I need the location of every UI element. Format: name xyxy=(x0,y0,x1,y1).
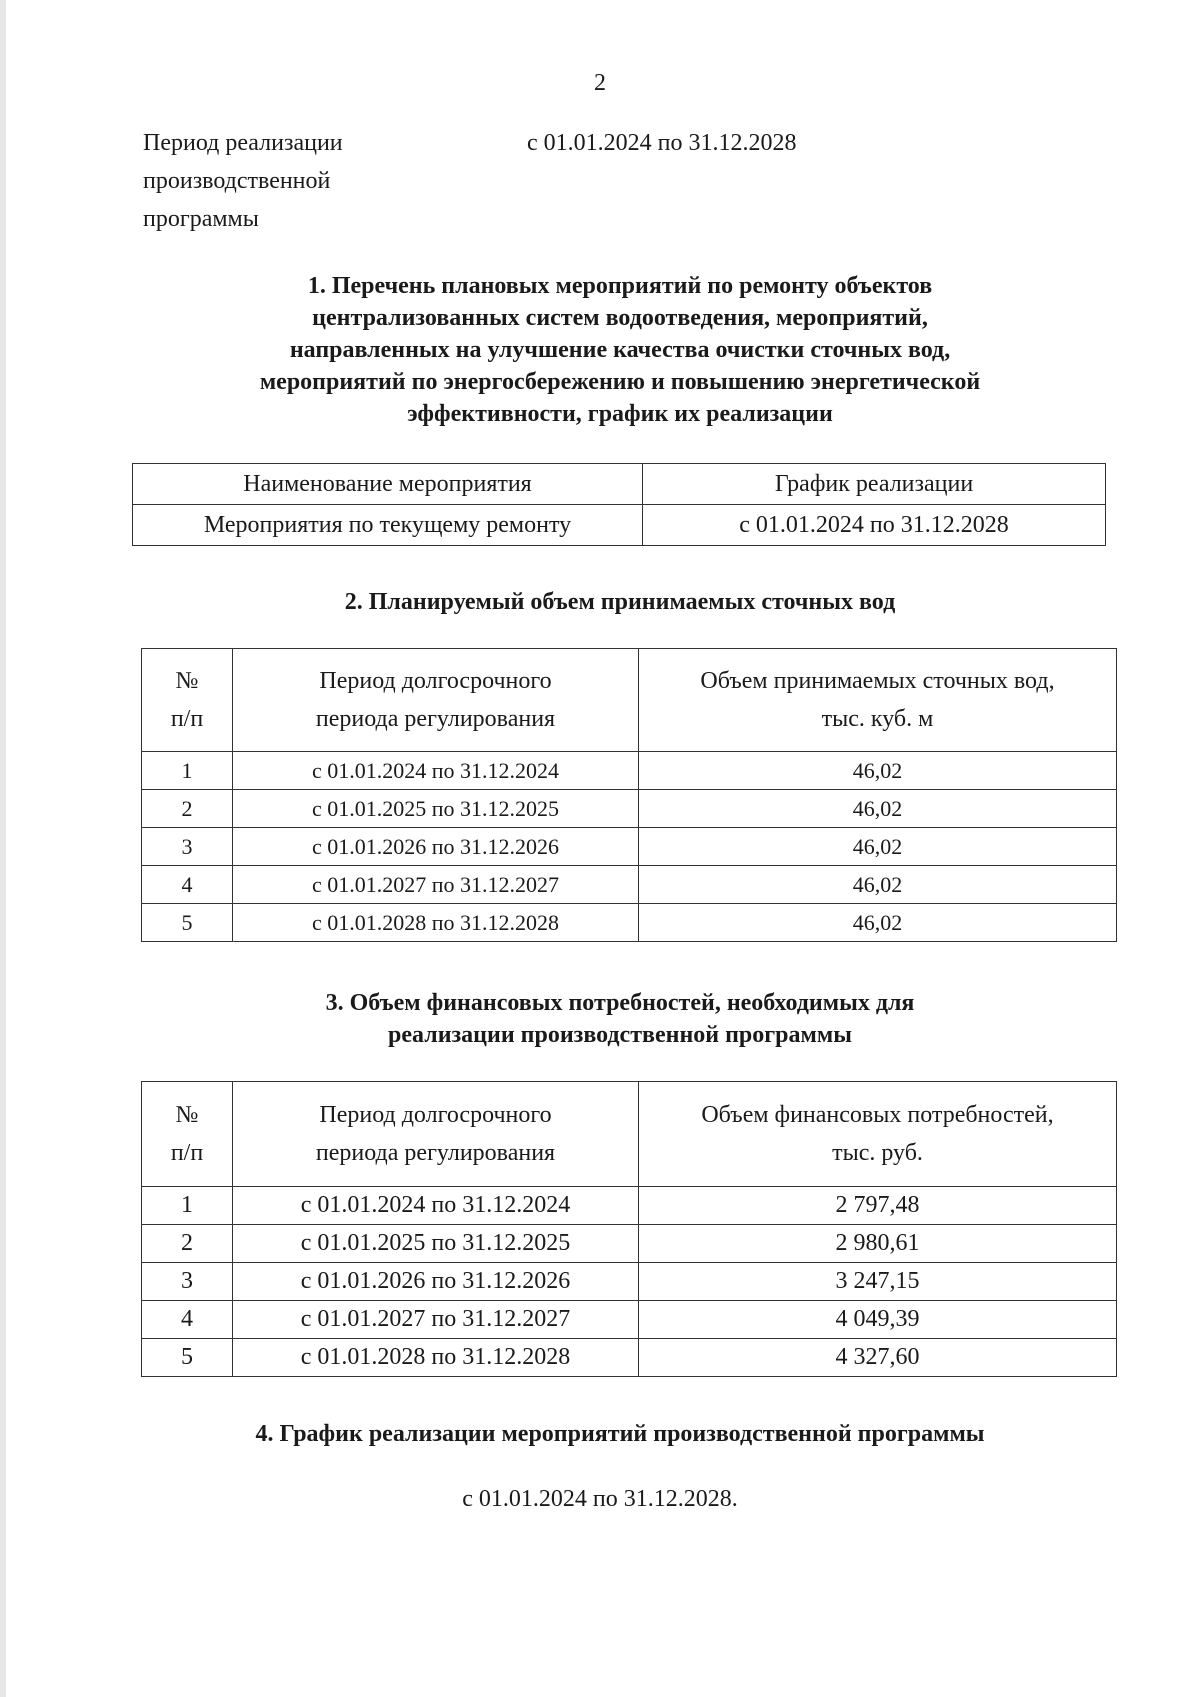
row-period: с 01.01.2027 по 31.12.2027 xyxy=(233,1301,639,1339)
section4-title: 4. График реализации мероприятий производственной программы xyxy=(255,1421,985,1447)
header-number xyxy=(142,1082,233,1187)
header-period xyxy=(233,649,639,752)
row-number: 3 xyxy=(142,828,233,866)
row-number: 3 xyxy=(142,1263,233,1301)
header-volume xyxy=(639,649,1117,752)
row-number: 5 xyxy=(142,1339,233,1377)
row-number: 1 xyxy=(142,752,233,790)
row-period: с 01.01.2027 по 31.12.2027 xyxy=(233,866,639,904)
row-period: с 01.01.2024 по 31.12.2024 xyxy=(233,752,639,790)
row-financial-value: 4 049,39 xyxy=(639,1301,1117,1339)
table-header-row xyxy=(133,464,1106,505)
header-number-line: № xyxy=(175,1102,199,1128)
financial-needs-table xyxy=(141,1081,1117,1377)
header-volume-line: тыс. куб. м xyxy=(821,706,934,732)
header-period-line: Период долгосрочного xyxy=(319,668,552,694)
table-row xyxy=(142,752,1117,790)
section1-title-line: централизованных систем водоотведения, мероприятий, xyxy=(312,305,928,331)
header-number-line: № xyxy=(175,668,199,694)
header-volume-line: Объем принимаемых сточных вод, xyxy=(700,668,1055,694)
header-number-line: п/п xyxy=(170,706,204,732)
table-row xyxy=(142,790,1117,828)
period-label-line: Период реализации xyxy=(143,130,343,156)
page-edge xyxy=(0,0,6,1697)
period-label-line: производственной xyxy=(143,168,331,194)
row-period: с 01.01.2025 по 31.12.2025 xyxy=(233,790,639,828)
section4-text: с 01.01.2024 по 31.12.2028. xyxy=(462,1486,738,1512)
header-period xyxy=(233,1082,639,1187)
row-number: 2 xyxy=(142,1225,233,1263)
table-row xyxy=(142,1301,1117,1339)
header-financial-volume xyxy=(639,1082,1117,1187)
page-number: 2 xyxy=(594,70,606,96)
table-row xyxy=(142,1187,1117,1225)
activity-name-cell: Мероприятия по текущему ремонту xyxy=(133,505,643,546)
section3-title xyxy=(140,987,1100,1051)
header-financial-line: Объем финансовых потребностей, xyxy=(701,1102,1054,1128)
section1-title-line: эффективности, график их реализации xyxy=(407,401,833,427)
row-volume: 46,02 xyxy=(639,904,1117,942)
row-period: с 01.01.2028 по 31.12.2028 xyxy=(233,1339,639,1377)
row-volume: 46,02 xyxy=(639,828,1117,866)
row-volume: 46,02 xyxy=(639,790,1117,828)
row-financial-value: 4 327,60 xyxy=(639,1339,1117,1377)
activities-table xyxy=(132,463,1106,546)
header-period-line: периода регулирования xyxy=(315,1140,556,1166)
section2-title: 2. Планируемый объем принимаемых сточных вод xyxy=(344,589,896,615)
section1-title-line: направленных на улучшение качества очистки сточных вод, xyxy=(289,337,951,363)
row-financial-value: 3 247,15 xyxy=(639,1263,1117,1301)
row-number: 4 xyxy=(142,1301,233,1339)
table-row xyxy=(142,1263,1117,1301)
section3-title-line: 3. Объем финансовых потребностей, необходимых для xyxy=(325,990,915,1016)
row-financial-value: 2 797,48 xyxy=(639,1187,1117,1225)
section1-title-line: мероприятий по энергосбережению и повышению энергетической xyxy=(259,369,981,395)
wastewater-volume-table xyxy=(141,648,1117,942)
header-schedule: График реализации xyxy=(643,464,1106,505)
period-value: с 01.01.2024 по 31.12.2028 xyxy=(527,130,797,156)
row-number: 2 xyxy=(142,790,233,828)
table-row xyxy=(142,1225,1117,1263)
table-header-row xyxy=(142,1082,1117,1187)
table-row xyxy=(133,505,1106,546)
period-label-line: программы xyxy=(143,206,259,232)
section1-title-line: 1. Перечень плановых мероприятий по ремонту объектов xyxy=(307,273,933,299)
header-activity-name: Наименование мероприятия xyxy=(133,464,643,505)
row-period: с 01.01.2028 по 31.12.2028 xyxy=(233,904,639,942)
row-financial-value: 2 980,61 xyxy=(639,1225,1117,1263)
row-period: с 01.01.2026 по 31.12.2026 xyxy=(233,828,639,866)
header-financial-line: тыс. руб. xyxy=(832,1140,923,1166)
header-period-line: Период долгосрочного xyxy=(319,1102,552,1128)
header-number xyxy=(142,649,233,752)
table-row xyxy=(142,904,1117,942)
section3-title-line: реализации производственной программы xyxy=(388,1022,852,1048)
table-row xyxy=(142,828,1117,866)
row-number: 5 xyxy=(142,904,233,942)
period-label xyxy=(143,124,343,238)
row-volume: 46,02 xyxy=(639,866,1117,904)
header-period-line: периода регулирования xyxy=(315,706,556,732)
table-row xyxy=(142,1339,1117,1377)
row-volume: 46,02 xyxy=(639,752,1117,790)
header-number-line: п/п xyxy=(170,1140,204,1166)
row-period: с 01.01.2026 по 31.12.2026 xyxy=(233,1263,639,1301)
row-period: с 01.01.2025 по 31.12.2025 xyxy=(233,1225,639,1263)
activity-schedule-cell: с 01.01.2024 по 31.12.2028 xyxy=(643,505,1106,546)
table-header-row xyxy=(142,649,1117,752)
section1-title xyxy=(140,270,1100,430)
row-period: с 01.01.2024 по 31.12.2024 xyxy=(233,1187,639,1225)
table-row xyxy=(142,866,1117,904)
row-number: 4 xyxy=(142,866,233,904)
row-number: 1 xyxy=(142,1187,233,1225)
